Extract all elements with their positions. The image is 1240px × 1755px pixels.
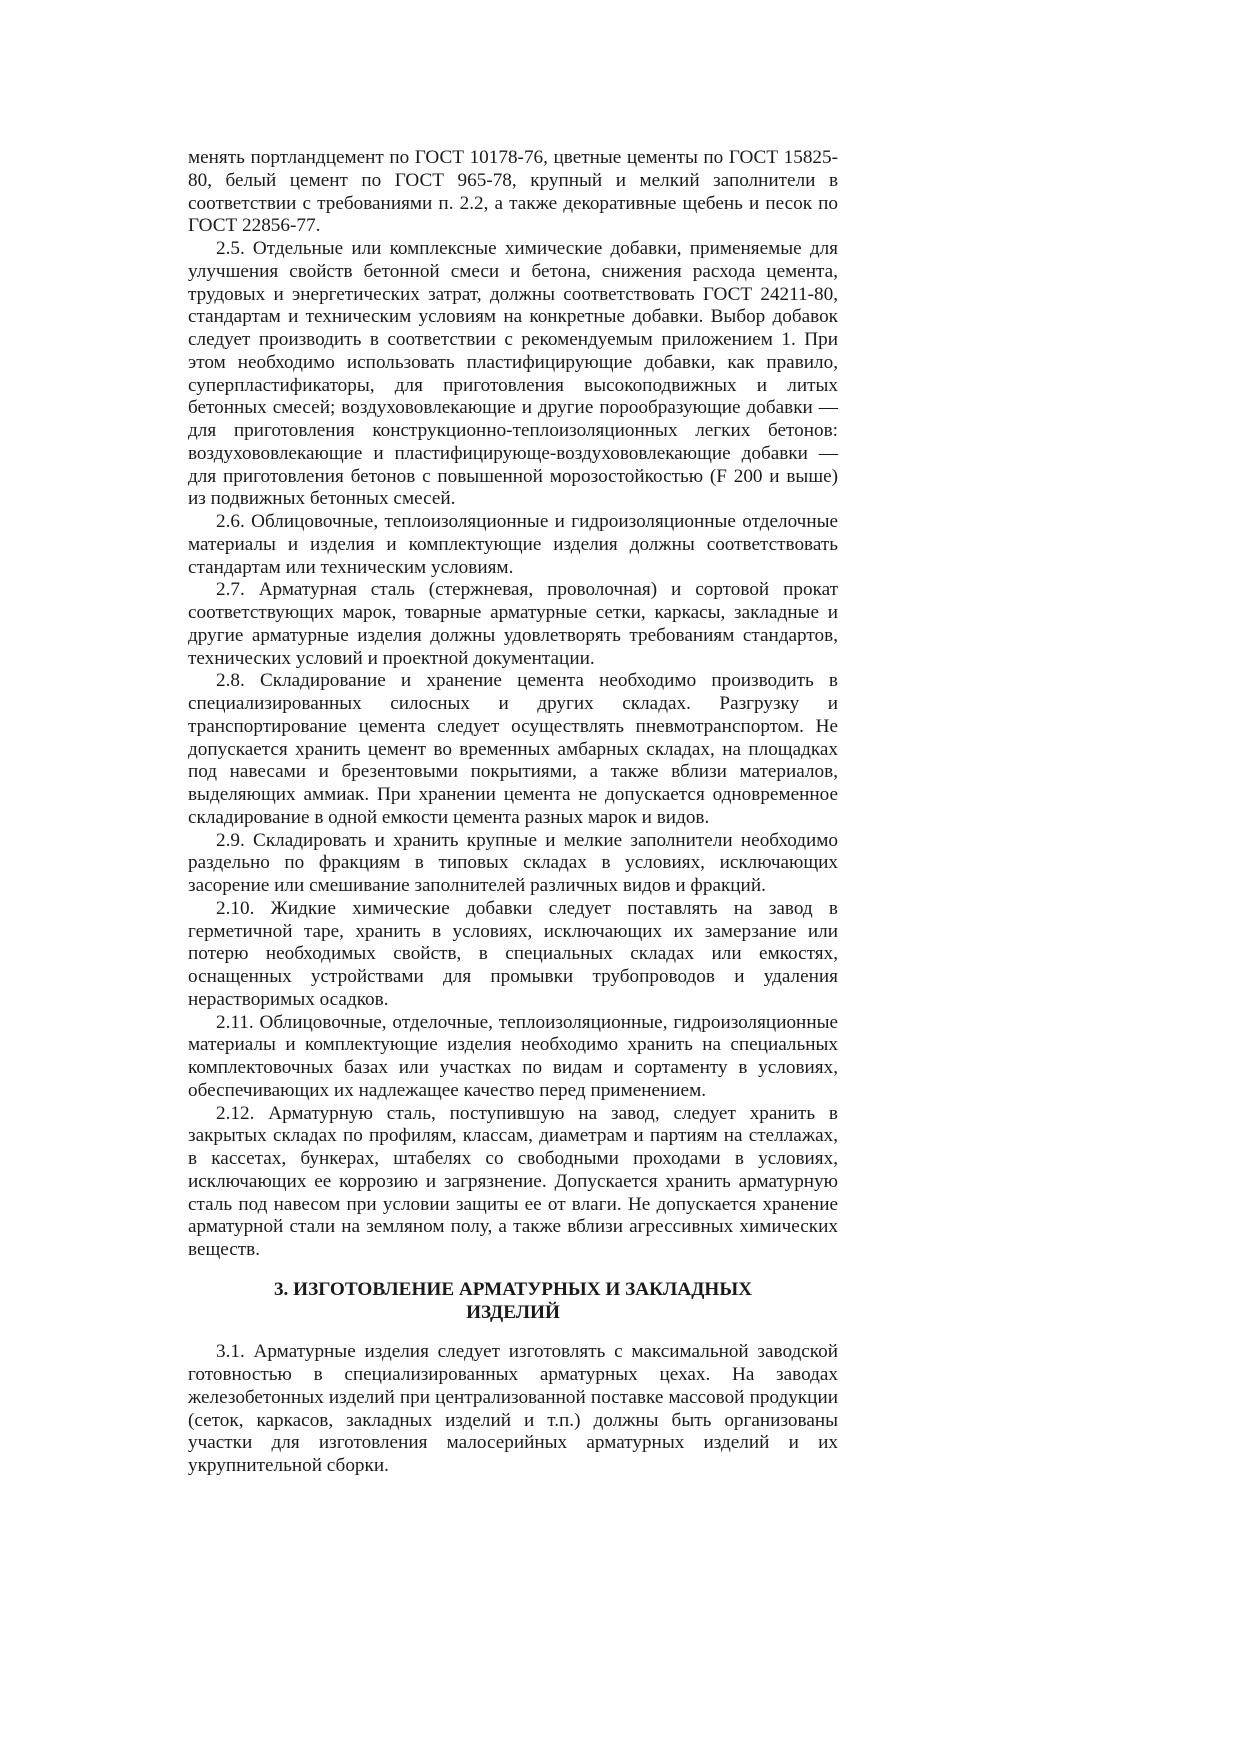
paragraph-2-11: 2.11. Облицовочные, отделочные, теплоизоляционные, гидроизоляционные материалы и комплектующие изделия необходимо хранить на специальных комплектовочных базах или участках по видам и сортаменту в условиях, обеспечивающих их надлежащее качество перед применением. (188, 1011, 838, 1101)
paragraph-3-1: 3.1. Арматурные изделия следует изготовлять с максимальной заводской готовностью в специализированных арматурных цехах. На заводах железобетонных изделий при централизованной поставке массовой продукции (сеток, каркасов, закладных изделий и т.п.) должны быть организованы участки для изготовления малосерийных арматурных изделий и их укрупнительной сборки. (188, 1341, 838, 1476)
document-page (188, 147, 838, 1478)
paragraph-2-10: 2.10. Жидкие химические добавки следует поставлять на завод в герметичной таре, хранить в условиях, исключающих их замерзание или потерю необходимых свойств, в специальных складах или емкостях, оснащенных устройствами для промывки трубопроводов и удаления нерастворимых осадков. (188, 897, 838, 1010)
section-heading-line-2: ИЗДЕЛИЙ (466, 1301, 560, 1323)
paragraph-continuation: менять портландцемент по ГОСТ 10178-76, цветные цементы по ГОСТ 15825-80, белый цемент по ГОСТ 965-78, крупный и мелкий заполнители в соответствии с требованиями п. 2.2, а также декоративные щебень и песок по ГОСТ 22856-77. (188, 147, 838, 237)
paragraph-2-7: 2.7. Арматурная сталь (стержневая, проволочная) и сортовой прокат соответствующих марок, товарные арматурные сетки, каркасы, закладные и другие арматурные изделия должны удовлетворять требованиям стандартов, технических условий и проектной документации. (188, 579, 838, 669)
section-heading (188, 1279, 838, 1325)
paragraph-2-8: 2.8. Складирование и хранение цемента необходимо производить в специализированных силосных и других складах. Разгрузку и транспортирование цемента следует осуществлять пневмотранспортом. Не допускается хранить цемент во временных амбарных складах, на площадках под навесами и брезентовыми покрытиями, а также вблизи материалов, выделяющих аммиак. При хранении цемента не допускается одновременное складирование в одной емкости цемента разных марок и видов. (188, 670, 838, 828)
section-heading-line-1: 3. ИЗГОТОВЛЕНИЕ АРМАТУРНЫХ И ЗАКЛАДНЫХ (273, 1278, 753, 1300)
paragraph-2-5: 2.5. Отдельные или комплексные химические добавки, применяемые для улучшения свойств бетонной смеси и бетона, снижения расхода цемента, трудовых и энергетических затрат, должны соответствовать ГОСТ 24211-80, стандартам и техническим условиям на конкретные добавки. Выбор добавок следует производить в соответствии с рекомендуемым приложением 1. При этом необходимо использовать пластифицирующие добавки, как правило, суперпластификаторы, для приготовления высокоподвижных и литых бетонных смесей; воздухововлекающие и другие порообразующие добавки — для приготовления конструкционно-теплоизоляционных легких бетонов: воздухововлекающие и пластифицирующе-воздухововлекающие добавки — для приготовления бетонов с повышенной морозостойкостью (F 200 и выше) из подвижных бетонных смесей. (188, 238, 838, 510)
paragraph-2-9: 2.9. Складировать и хранить крупные и мелкие заполнители необходимо раздельно по фракциям в типовых складах в условиях, исключающих засорение или смешивание заполнителей различных видов и фракций. (188, 829, 838, 896)
paragraph-2-12: 2.12. Арматурную сталь, поступившую на завод, следует хранить в закрытых складах по профилям, классам, диаметрам и партиям на стеллажах, в кассетах, бункерах, штабелях со свободными проходами в условиях, исключающих ее коррозию и загрязнение. Допускается хранить арматурную сталь под навесом при условии защиты ее от влаги. Не допускается хранение арматурной стали на земляном полу, а также вблизи агрессивных химических веществ. (188, 1102, 838, 1260)
paragraph-2-6: 2.6. Облицовочные, теплоизоляционные и гидроизоляционные отделочные материалы и изделия и комплектующие изделия должны соответствовать стандартам или техническим условиям. (188, 511, 838, 578)
